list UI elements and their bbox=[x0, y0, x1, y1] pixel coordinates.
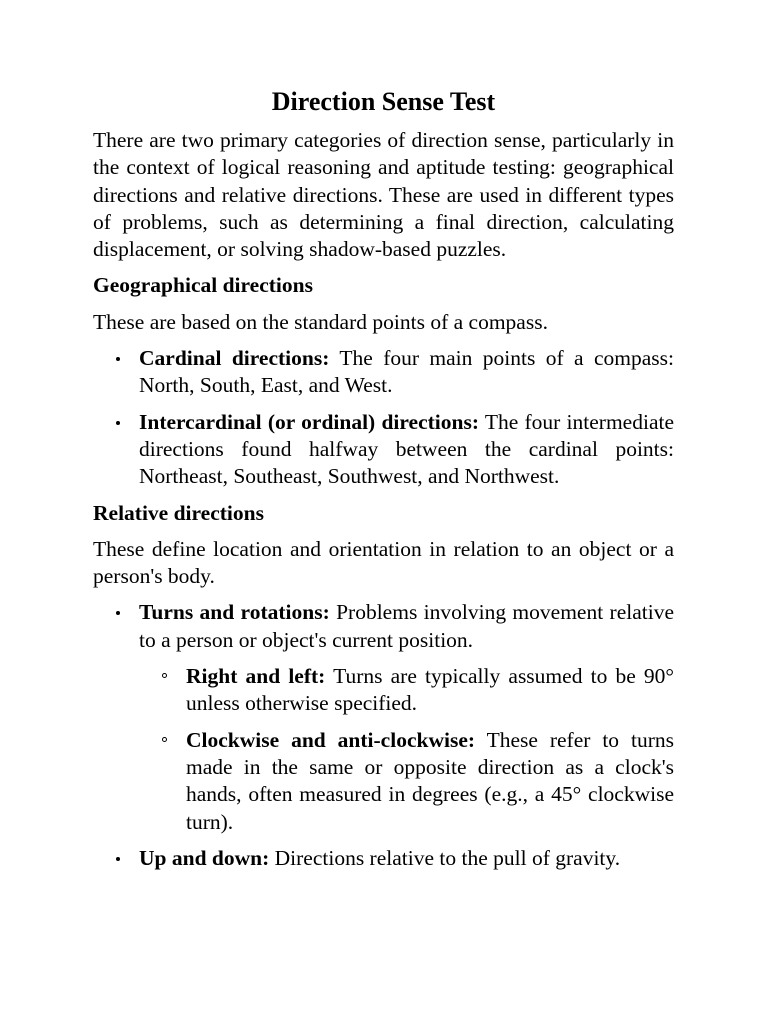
section-heading-geographical: Geographical directions bbox=[93, 273, 313, 298]
intro-paragraph: There are two primary categories of direction sense, particularly in the context of logical reasoning and aptitude testing: geographical directions and relative directions. These are used in different types of problems, such as determining a final direction, calculating displacement, or solving shadow-based puzzles. bbox=[93, 128, 674, 262]
item-text: The four main points of a compass: North, South, East, and West. bbox=[139, 346, 675, 398]
geographical-description: These are based on the standard points of a compass. bbox=[93, 309, 548, 334]
bullet-circle-icon bbox=[162, 737, 167, 742]
item-text: The four intermediate directions found halfway between the cardinal points: Northeast, Southeast, Southwest, and Northwest. bbox=[139, 409, 674, 489]
bullet-disc-icon bbox=[116, 857, 120, 861]
item-label: Intercardinal (or ordinal) directions: bbox=[139, 409, 479, 434]
list-item-turns bbox=[93, 599, 674, 835]
relative-description: These define location and orientation in relation to an object or a person's body. bbox=[93, 536, 674, 589]
bullet-disc-icon bbox=[116, 421, 120, 425]
bullet-circle-icon bbox=[162, 673, 167, 678]
turns-sublist bbox=[139, 663, 674, 836]
list-item-intercardinal bbox=[93, 409, 674, 491]
item-label: Clockwise and anti-clockwise: bbox=[186, 727, 476, 752]
item-label: Turns and rotations: bbox=[139, 600, 330, 625]
item-text: Problems involving movement relative to a person or object's current position. bbox=[139, 600, 674, 652]
sublist-item-right-left bbox=[139, 663, 674, 718]
item-text: Turns are typically assumed to be 90° unless otherwise specified. bbox=[186, 664, 674, 716]
sublist-item-clockwise bbox=[139, 727, 674, 836]
item-label: Up and down: bbox=[139, 845, 270, 870]
page-title: Direction Sense Test bbox=[271, 87, 496, 116]
item-label: Right and left: bbox=[186, 664, 326, 689]
relative-list bbox=[93, 599, 674, 872]
bullet-disc-icon bbox=[116, 611, 120, 615]
geographical-list bbox=[93, 345, 674, 490]
list-item-cardinal bbox=[93, 345, 674, 400]
section-heading-relative: Relative directions bbox=[93, 500, 264, 525]
item-text: These refer to turns made in the same or opposite direction as a clock's hands, often measured in degrees (e.g., a 45° clockwise turn). bbox=[186, 727, 674, 834]
bullet-disc-icon bbox=[116, 357, 120, 361]
item-label: Cardinal directions: bbox=[139, 346, 330, 371]
list-item-up-down bbox=[93, 845, 674, 872]
item-text: Directions relative to the pull of gravity. bbox=[269, 845, 621, 870]
